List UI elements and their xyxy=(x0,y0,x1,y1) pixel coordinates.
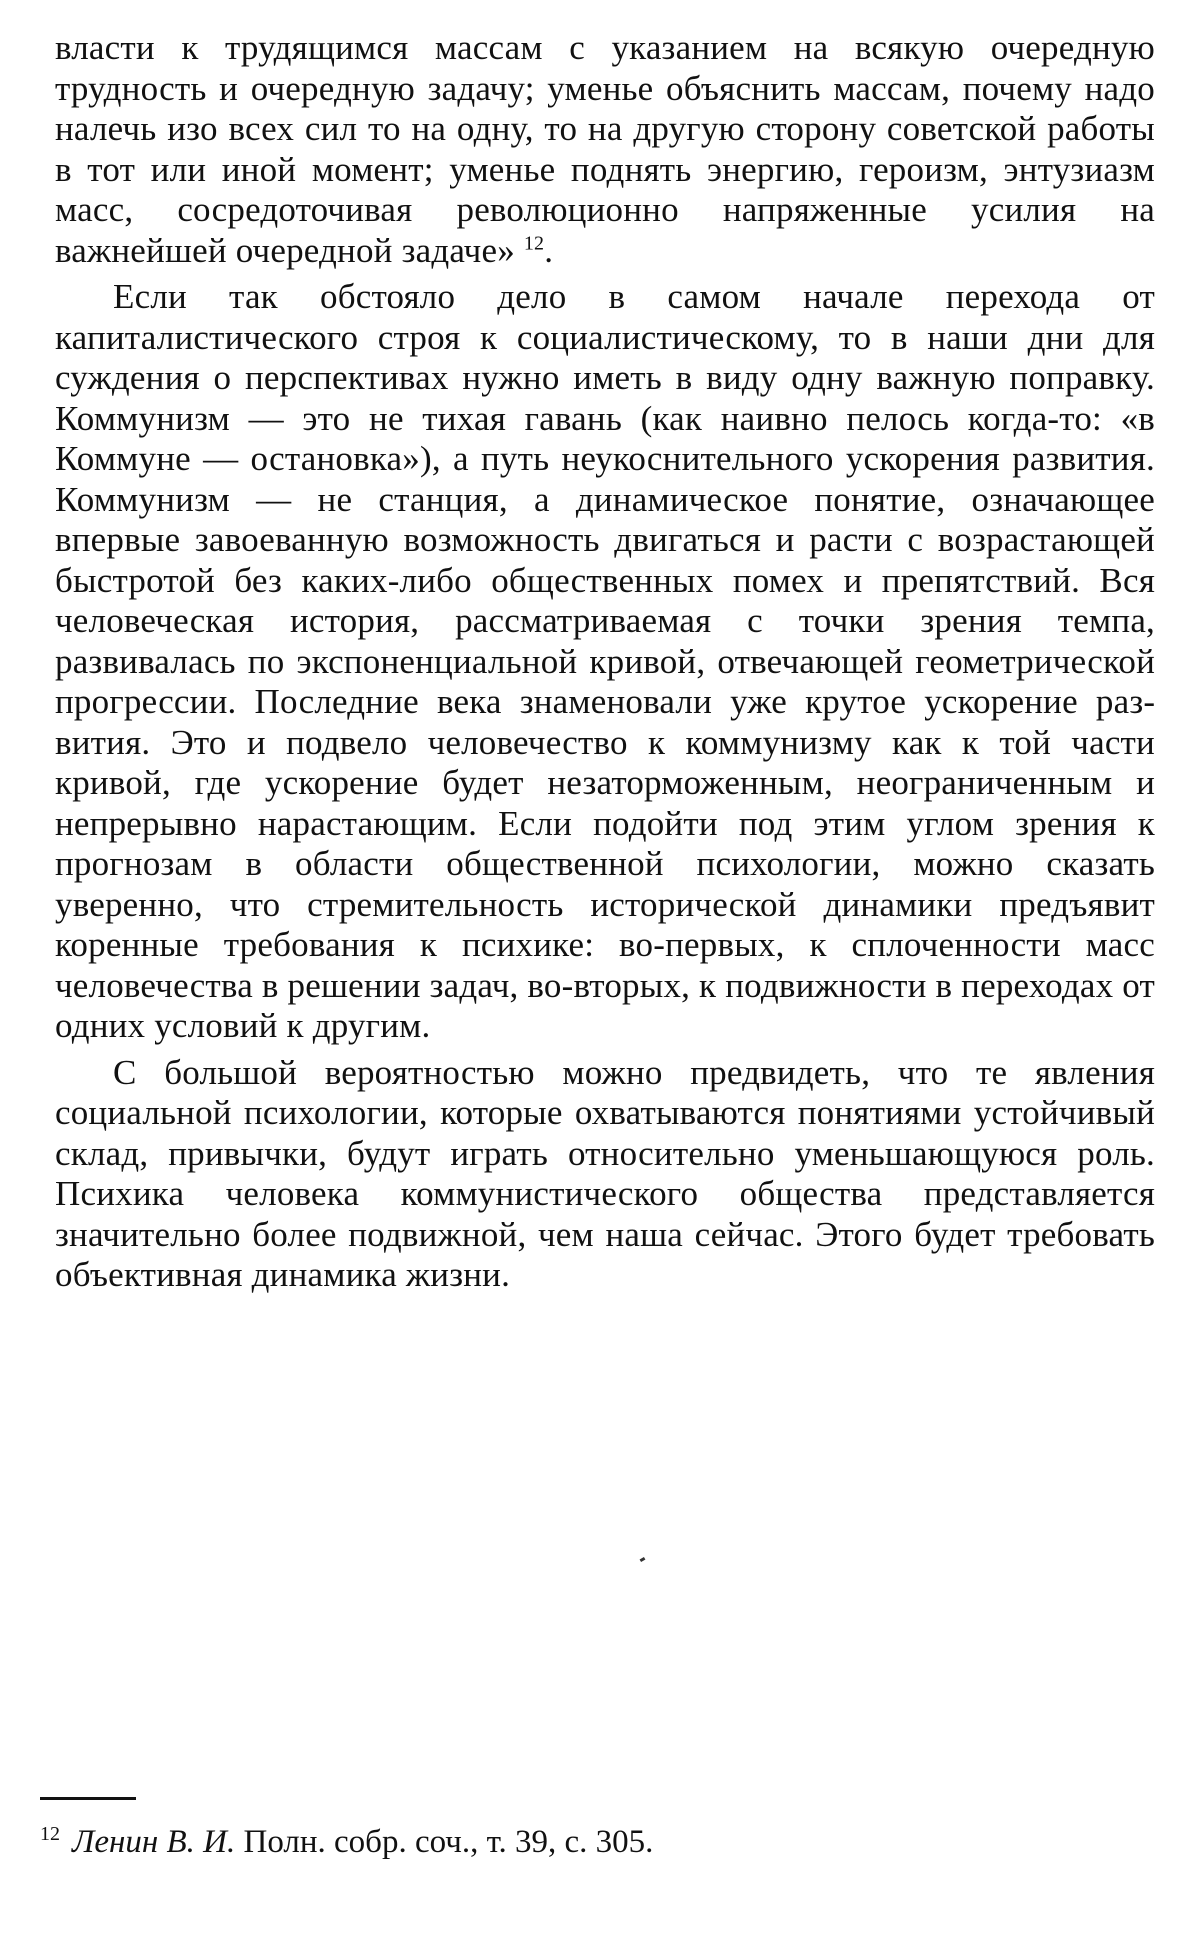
footnote-author: Ленин В. И. xyxy=(72,1824,236,1860)
print-speck xyxy=(640,1557,646,1562)
paragraph-1 xyxy=(55,28,1155,271)
paragraph-1-end: . xyxy=(544,230,554,270)
footnote-divider xyxy=(40,1797,136,1800)
footnote-number: 12 xyxy=(40,1823,60,1845)
paragraph-3: С большой вероятностью можно предвидеть, что те явления социальной психологии, которые охватываются понятиями устойчивый склад, привычки, будут играть относительно уменьшающуюся роль. Психика человека коммунистического общества представляется значительно более подвижной, чем наша сейчас. Этого будет требовать объективная динамика жизни. xyxy=(55,1052,1155,1294)
footnote-citation: Полн. собр. соч., т. 39, с. 305. xyxy=(243,1824,654,1860)
footnote-reference: 12 xyxy=(523,231,545,254)
paragraph-2: Если так обстояло дело в самом начале перехода от капиталистического строя к социалистическому, то в наши дни для суждения о перспективах нужно иметь в виду одну важную поправку. Коммунизм — это не тихая гавань (как наивно пелось когда-то: «в Коммуне — остановка»), а путь неукоснительного ускорения развития. Коммунизм — не станция, а динамическое понятие, означающее впервые завоеванную возможность двигаться и расти с возрастающей быстротой без каких-либо общественных помех и препятствий. Вся человеческая история, рассматриваемая с точки зрения темпа, развивалась по экспоненциальной кривой, отвечающей геометрической прогрессии. Последние века знаменовали уже крутое ускорение развития. Это и подвело человечество к коммунизму как к той части кривой, где ускорение будет незаторможенным, неограниченным и непрерывно нарастающим. Если подойти под этим углом зрения к прогнозам в области общественной психологии, можно сказать уверенно, что стремительность исторической динамики предъявит коренные требования к психике: во-первых, к сплоченности масс человечества в решении задач, во-вторых, к подвижности в переходах от одних условий к другим. xyxy=(55,277,1155,1045)
footnote xyxy=(40,1822,1140,1862)
paragraph-1-text: власти к трудящимся массам с указанием на всякую очередную трудность и очередную задачу; уменье объяснить массам, почему надо налечь изо всех сил то на одну, то на другую сторону советской работы в тот или иной момент; уменье поднять энергию, героизм, энтузиазм масс, сосредоточивая революционно напряженные усилия на важнейшей очередной задаче» xyxy=(55,28,1155,270)
page-body xyxy=(55,28,1155,1296)
